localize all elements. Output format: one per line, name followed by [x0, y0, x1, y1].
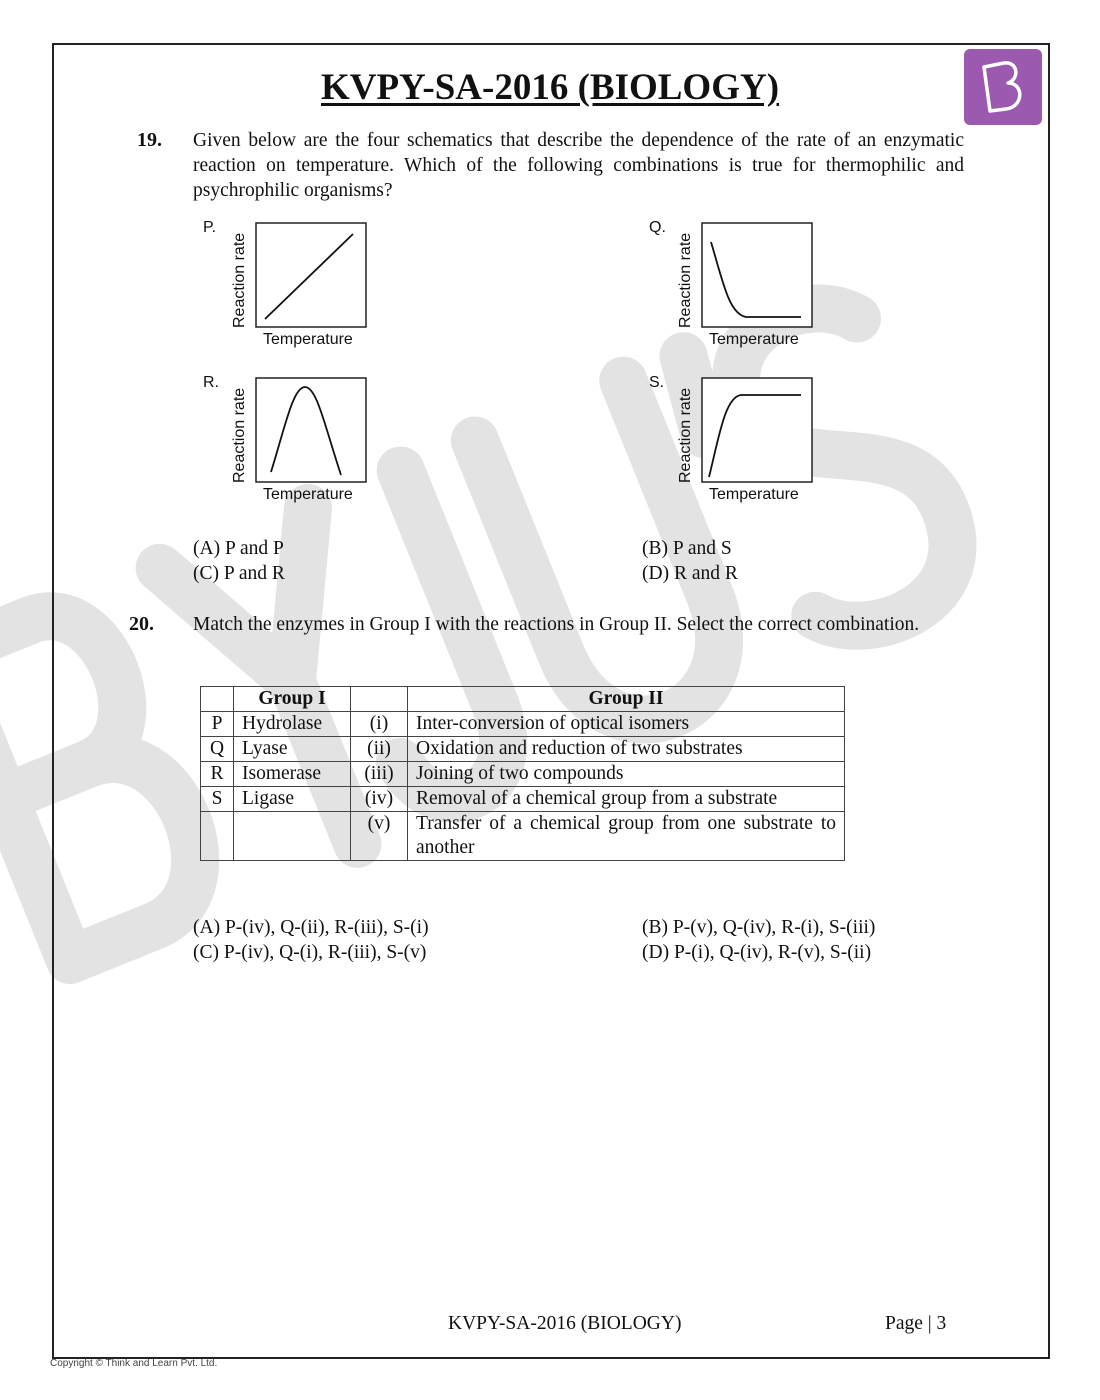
graph-plot	[255, 222, 368, 329]
group2-reaction: Inter-conversion of optical isomers	[408, 712, 845, 737]
table-row	[201, 812, 845, 861]
question-text: Given below are the four schematics that describe the dependence of the rate of an enzymatic reaction on temperature. Which of the following combinations is true for thermophilic and psychrophilic organisms?	[193, 130, 964, 201]
group2-key: (ii)	[351, 737, 408, 762]
question-number: 20.	[129, 613, 154, 635]
option-d[interactable]: (D) P-(i), Q-(iv), R-(v), S-(ii)	[642, 942, 872, 963]
group2-key: (i)	[351, 712, 408, 737]
group1-key: S	[201, 787, 234, 812]
y-axis-label: Reaction rate	[231, 387, 248, 483]
graph-plot	[701, 222, 814, 329]
graph-label: R.	[203, 374, 219, 391]
group1-enzyme: Lyase	[234, 737, 351, 762]
group1-key	[201, 812, 234, 861]
option-d[interactable]: (D) R and R	[642, 563, 738, 584]
copyright: Copyright © Think and Learn Pvt. Ltd.	[50, 1358, 218, 1369]
group2-key: (iv)	[351, 787, 408, 812]
group2-key: (v)	[351, 812, 408, 861]
x-axis-label: Temperature	[709, 486, 799, 503]
graph-label: P.	[203, 219, 217, 236]
graph-label: S.	[649, 374, 665, 391]
x-axis-label: Temperature	[263, 331, 353, 348]
table-row	[201, 737, 845, 762]
y-axis-label: Reaction rate	[231, 232, 248, 328]
match-table	[200, 686, 845, 861]
group1-enzyme: Hydrolase	[234, 712, 351, 737]
option-b[interactable]: (B) P and S	[642, 538, 732, 559]
group2-key: (iii)	[351, 762, 408, 787]
page-number: Page | 3	[885, 1313, 947, 1334]
group1-key: P	[201, 712, 234, 737]
table-row	[201, 787, 845, 812]
group1-key: Q	[201, 737, 234, 762]
group1-enzyme	[234, 812, 351, 861]
group2-reaction: Joining of two compounds	[408, 762, 845, 787]
table-row	[201, 762, 845, 787]
y-axis-label: Reaction rate	[677, 232, 694, 328]
y-axis-label: Reaction rate	[677, 387, 694, 483]
option-a[interactable]: (A) P and P	[193, 538, 284, 559]
group2-reaction: Removal of a chemical group from a substrate	[408, 787, 845, 812]
x-axis-label: Temperature	[263, 486, 353, 503]
graph-label: Q.	[649, 219, 666, 236]
option-c[interactable]: (C) P-(iv), Q-(i), R-(iii), S-(v)	[193, 942, 427, 963]
footer-title: KVPY-SA-2016 (BIOLOGY)	[448, 1313, 682, 1334]
option-c[interactable]: (C) P and R	[193, 563, 285, 584]
byjus-logo-icon	[964, 49, 1042, 125]
question-number: 19.	[137, 129, 162, 151]
graph-plot	[255, 377, 368, 484]
group1-enzyme: Isomerase	[234, 762, 351, 787]
group2-header: Group II	[408, 687, 845, 712]
option-b[interactable]: (B) P-(v), Q-(iv), R-(i), S-(iii)	[642, 917, 876, 938]
group2-reaction: Transfer of a chemical group from one substrate to another	[408, 812, 845, 861]
table-row	[201, 712, 845, 737]
question-text: Match the enzymes in Group I with the reactions in Group II. Select the correct combination.	[193, 614, 920, 635]
x-axis-label: Temperature	[709, 331, 799, 348]
group2-reaction: Oxidation and reduction of two substrates	[408, 737, 845, 762]
group1-key: R	[201, 762, 234, 787]
group1-enzyme: Ligase	[234, 787, 351, 812]
page-title: KVPY-SA-2016 (BIOLOGY)	[320, 67, 780, 108]
group1-header: Group I	[234, 687, 351, 712]
graph-plot	[701, 377, 814, 484]
option-a[interactable]: (A) P-(iv), Q-(ii), R-(iii), S-(i)	[193, 917, 429, 938]
table-header-row	[201, 687, 845, 712]
